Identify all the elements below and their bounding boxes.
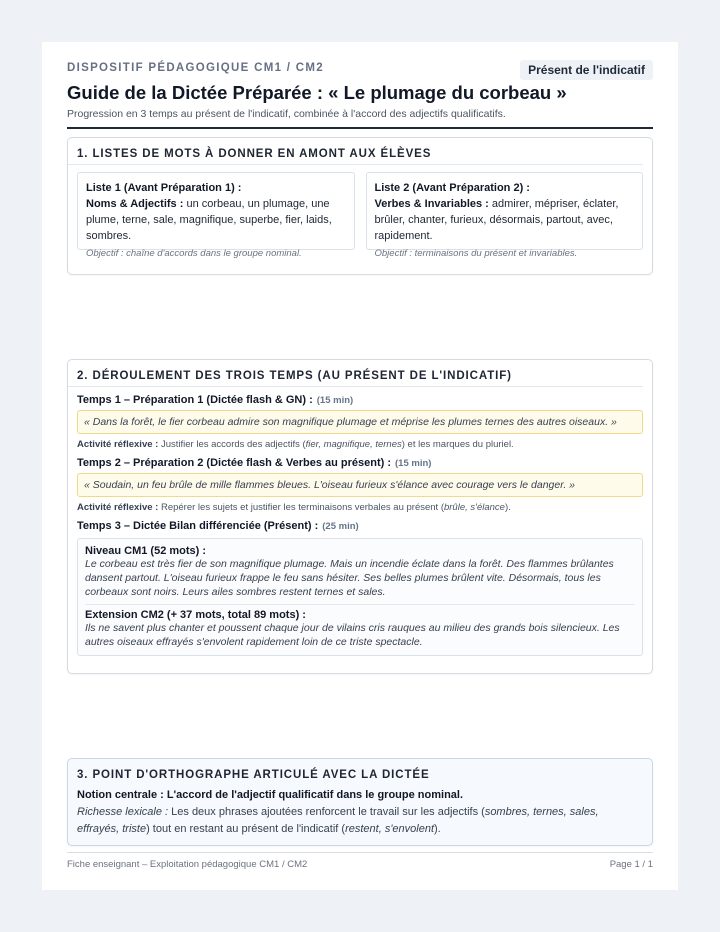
richness-label: Richesse lexicale :	[77, 806, 169, 818]
list-title: Liste 2 (Avant Préparation 2) :	[374, 182, 530, 194]
word-lists	[77, 172, 643, 259]
activity-text: Repérer les sujets et justifier les terminaisons verbales au présent (	[158, 502, 444, 513]
activity-text: Justifier les accords des adjectifs (	[158, 439, 306, 450]
list-words-text: un corbeau, un plumage, une plume, terne, sale, magnifique, superbe, fier, laids, sombres.	[86, 198, 332, 242]
tense-badge: Présent de l'indicatif	[520, 60, 653, 80]
section-title: 3. POINT D'ORTHOGRAPHE ARTICULÉ AVEC LA DICTÉE	[77, 769, 430, 781]
section-title: 1. LISTES DE MOTS À DONNER EN AMONT AUX ÉLÈVES	[68, 138, 643, 165]
step-title-text: Temps 3 – Dictée Bilan différenciée (Présent) :	[77, 520, 319, 532]
step-title	[77, 394, 643, 406]
richness-text: Les deux phrases ajoutées renforcent le travail sur les adjectifs (	[168, 806, 485, 818]
divider	[85, 604, 635, 605]
activity-examples: fier, magnifique, ternes	[305, 439, 402, 450]
step-title-text: Temps 1 – Préparation 1 (Dictée flash & GN) :	[77, 394, 313, 406]
page-number: Page 1 / 1	[609, 859, 653, 870]
step-title	[77, 520, 643, 532]
step-duration: (15 min)	[316, 395, 354, 406]
dictation-quote: « Soudain, un feu brûle de mille flammes bleues. L'oiseau furieux s'élance avec courage vers le danger. »	[77, 473, 643, 497]
footer-divider	[67, 852, 653, 853]
list-label: Verbes & Invariables :	[374, 198, 489, 210]
list-words	[375, 196, 635, 244]
bilan-dictation-box	[77, 538, 643, 656]
list-objective: Objectif : chaîne d'accords dans le groupe nominal.	[86, 248, 302, 259]
central-notion: Notion centrale : L'accord de l'adjectif qualificatif dans le groupe nominal.	[77, 789, 464, 801]
section-title: 2. DÉROULEMENT DES TROIS TEMPS (AU PRÉSENT DE L'INDICATIF)	[68, 360, 643, 387]
step-duration: (25 min)	[322, 521, 359, 532]
richness-adjectives: sombres, ternes, sales, effrayés, triste	[77, 806, 599, 835]
list-item	[366, 172, 644, 259]
steps-body	[77, 394, 643, 656]
list-label: Noms & Adjectifs :	[86, 198, 184, 210]
list-title: Liste 1 (Avant Préparation 1) :	[86, 182, 242, 194]
spelling-body	[77, 787, 643, 838]
activity-text-end: ) et les marques du pluriel.	[401, 439, 514, 450]
page-subtitle: Progression en 3 temps au présent de l'indicatif, combinée à l'accord des adjectifs qualificatifs.	[67, 108, 506, 120]
activity-text-end: ).	[504, 502, 511, 513]
title-divider	[67, 127, 653, 129]
lexical-richness	[77, 804, 643, 838]
step-title	[77, 457, 643, 469]
page-title: Guide de la Dictée Préparée : « Le plumage du corbeau »	[67, 82, 567, 103]
step-duration: (15 min)	[395, 458, 432, 469]
activity-label: Activité réflexive :	[77, 502, 159, 513]
richness-text-end: ).	[434, 823, 441, 835]
reflexive-activity	[77, 502, 643, 513]
level-cm2-text: Ils ne savent plus chanter et poussent chaque jour de vilains cris rauques au milieu des grands bois silencieux. Les autres oiseaux effrayés s'envolent rapidement loin de ce triste spectacle.	[85, 622, 620, 648]
list-item	[77, 172, 355, 259]
level-cm1-title: Niveau CM1 (52 mots) :	[85, 545, 207, 557]
richness-text-mid: ) tout en restant au présent de l'indicatif (	[146, 823, 346, 835]
step-title-text: Temps 2 – Préparation 2 (Dictée flash & Verbes au présent) :	[77, 457, 392, 469]
activity-examples: brûle, s'élance	[443, 502, 505, 513]
reflexive-activity	[77, 439, 643, 450]
level-cm2-title: Extension CM2 (+ 37 mots, total 89 mots) :	[85, 609, 306, 621]
level-cm1-text: Le corbeau est très fier de son magnifique plumage. Mais un incendie éclate dans la forêt. Des flammes brûlantes dansent partout. L'oiseau furieux frappe le feu sans hésiter. Ses belles plumes brûlent vite. Désormais, tous les corbeaux sont noirs. Leurs ailes sombres restent ternes et sales.	[85, 558, 614, 598]
document-kicker: DISPOSITIF PÉDAGOGIQUE CM1 / CM2	[67, 62, 324, 74]
list-words-text: admirer, mépriser, éclater, brûler, chanter, furieux, désormais, partout, avec, rapidement.	[374, 198, 619, 242]
dictation-quote: « Dans la forêt, le fier corbeau admire son magnifique plumage et méprise les plumes ternes des autres oiseaux. »	[77, 410, 643, 434]
footer-label: Fiche enseignant – Exploitation pédagogique CM1 / CM2	[67, 859, 308, 870]
document-page	[42, 42, 678, 890]
richness-verbs: restent, s'envolent	[345, 823, 435, 835]
list-objective: Objectif : terminaisons du présent et invariables.	[374, 248, 578, 259]
page-content	[67, 42, 653, 890]
section-three-steps	[67, 359, 653, 674]
section-word-lists	[67, 137, 653, 275]
section-spelling-point	[67, 758, 653, 846]
activity-label: Activité réflexive :	[77, 439, 159, 450]
list-words	[86, 196, 346, 244]
